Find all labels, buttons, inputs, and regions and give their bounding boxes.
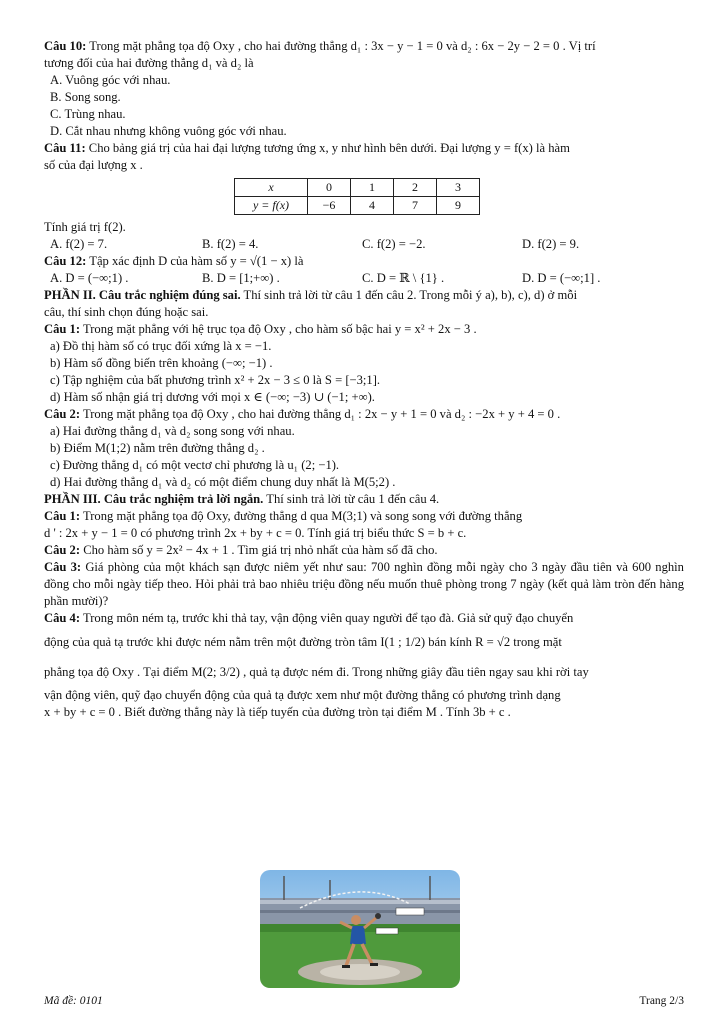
exam-code: Mã đề: 0101 xyxy=(44,995,103,1007)
p3-c4-line3: phẳng tọa độ Oxy . Tại điểm M(2; 3/2) , quả tạ được ném đi. Trong những giây đầu tiên ngay sau khi rời tay xyxy=(44,665,589,679)
p2-c2-item-d: d) Hai đường thẳng d₁ và d₂ có một điểm chung duy nhất là M(5;2) . xyxy=(50,475,396,489)
p3-c2-label: Câu 2: xyxy=(44,543,81,557)
q11-option-a: A. f(2) = 7. xyxy=(50,237,108,251)
page-number: Trang 2/3 xyxy=(639,995,684,1007)
p2-c1-label: Câu 1: xyxy=(44,322,81,336)
table-cell: 1 xyxy=(351,179,394,197)
q10-label: Câu 10: xyxy=(44,39,87,53)
exam-page xyxy=(44,38,684,721)
p3-c3-paragraph: Câu 3: Giá phòng của một khách sạn được niêm yết như sau: 700 nghìn đồng mỗi ngày cho 3 ngày đầu tiên và 600 nghìn đồng cho mỗi ngày tiếp theo. Hỏi phải trả bao nhiêu triệu đồng nếu muốn thuê phòng trong 7 ngày (kết quả làm tròn đến hàng phần mười)? xyxy=(44,560,684,608)
p2-c2-label: Câu 2: xyxy=(44,407,81,421)
p3-c4-line5: x + by + c = 0 . Biết đường thẳng này là tiếp tuyến của đường tròn tại điểm M . Tính 3b + c . xyxy=(44,705,511,719)
p2-c2-item-a: a) Hai đường thẳng d₁ và d₂ song song với nhau. xyxy=(50,424,295,438)
p2-c2-line: Câu 2: Trong mặt phẳng tọa độ Oxy , cho hai đường thẳng d₁ : 2x − y + 1 = 0 và d₂ : −2x + y + 4 = 0 . xyxy=(44,407,561,421)
q12-options xyxy=(44,270,684,287)
q11-option-d: D. f(2) = 9. xyxy=(522,237,580,251)
q11-line2: số của đại lượng x . xyxy=(44,158,143,172)
part2-heading: PHẦN II. Câu trắc nghiệm đúng sai. Thí sinh trả lời từ câu 1 đến câu 2. Trong mỗi ý a), b), c), d) ở mỗi xyxy=(44,288,578,302)
q12-line: Câu 12: Tập xác định D của hàm số y = √(1 − x) là xyxy=(44,254,304,268)
table-cell: y = f(x) xyxy=(235,197,308,215)
q11-options xyxy=(44,236,684,253)
table-cell: 7 xyxy=(394,197,437,215)
table-cell: x xyxy=(235,179,308,197)
table-row xyxy=(235,197,480,215)
value-table xyxy=(234,178,480,215)
q12-label: Câu 12: xyxy=(44,254,87,268)
p2-c1-item-b: b) Hàm số đồng biến trên khoảng (−∞; −1) . xyxy=(50,356,273,370)
p3-c4-line1: Câu 4: Trong môn ném tạ, trước khi thả tay, vận động viên quay người để tạo đà. Giả sử quỹ đạo chuyển xyxy=(44,611,574,625)
q10-option-c: C. Trùng nhau. xyxy=(50,107,126,121)
q12-option-c: C. D = ℝ \ {1} . xyxy=(362,271,445,285)
q11-line1: Câu 11: Cho bảng giá trị của hai đại lượng tương ứng x, y như hình bên dưới. Đại lượng y = f(x) là hàm xyxy=(44,141,570,155)
q11-option-b: B. f(2) = 4. xyxy=(202,237,259,251)
part3-heading: PHẦN III. Câu trắc nghiệm trả lời ngắn. Thí sinh trả lời từ câu 1 đến câu 4. xyxy=(44,492,440,506)
p3-c4-line2: động của quả tạ trước khi được ném nằm trên một đường tròn tâm I(1 ; 1/2) bán kính R = √2 trong mặt xyxy=(44,635,562,649)
q12-option-d: D. D = (−∞;1] . xyxy=(522,271,601,285)
p2-c1-line: Câu 1: Trong mặt phẳng với hệ trục tọa độ Oxy , cho hàm số bậc hai y = x² + 2x − 3 . xyxy=(44,322,477,336)
p3-c4-label: Câu 4: xyxy=(44,611,81,625)
q12-option-b: B. D = [1;+∞) . xyxy=(202,271,280,285)
p3-c1-line1: Câu 1: Trong mặt phẳng tọa độ Oxy, đường thẳng d qua M(3;1) và song song với đường thẳng xyxy=(44,509,523,523)
p3-c3-label: Câu 3: xyxy=(44,560,82,574)
q10-option-d: D. Cắt nhau nhưng không vuông góc với nhau. xyxy=(50,124,287,138)
q11-label: Câu 11: xyxy=(44,141,86,155)
q11-ask: Tính giá trị f(2). xyxy=(44,220,126,234)
q10-option-b: B. Song song. xyxy=(50,90,121,104)
shot-put-illustration xyxy=(260,870,460,988)
table-cell: 9 xyxy=(437,197,480,215)
p2-c1-item-d: d) Hàm số nhận giá trị dương với mọi x ∈ (−∞; −3) ∪ (−1; +∞). xyxy=(50,390,375,404)
q12-option-a: A. D = (−∞;1) . xyxy=(50,271,129,285)
p2-c2-item-c: c) Đường thẳng d₁ có một vectơ chỉ phương là u₁ (2; −1). xyxy=(50,458,340,472)
q10-line2: tương đối của hai đường thẳng d₁ và d₂ là xyxy=(44,56,254,70)
table-cell: 0 xyxy=(308,179,351,197)
part2-title: PHẦN II. Câu trắc nghiệm đúng sai. xyxy=(44,288,241,302)
part2-intro: câu, thí sinh chọn đúng hoặc sai. xyxy=(44,305,209,319)
p3-c4-line4: vận động viên, quỹ đạo chuyển động của quả tạ được xem như một đường thẳng có phương trình dạng xyxy=(44,688,561,702)
q10-option-a: A. Vuông góc với nhau. xyxy=(50,73,171,87)
p3-c1-line2: d ' : 2x + y − 1 = 0 có phương trình 2x + by + c = 0. Tính giá trị biểu thức S = b + c. xyxy=(44,526,467,540)
table-cell: −6 xyxy=(308,197,351,215)
p2-c1-item-c: c) Tập nghiệm của bất phương trình x² + 2x − 3 ≤ 0 là S = [−3;1]. xyxy=(50,373,381,387)
stadium-scene xyxy=(260,870,460,988)
table-row xyxy=(235,179,480,197)
page-footer xyxy=(44,995,684,1007)
table-cell: 3 xyxy=(437,179,480,197)
p3-c2-line: Câu 2: Cho hàm số y = 2x² − 4x + 1 . Tìm giá trị nhỏ nhất của hàm số đã cho. xyxy=(44,543,438,557)
part3-title: PHẦN III. Câu trắc nghiệm trả lời ngắn. xyxy=(44,492,264,506)
p2-c2-item-b: b) Điểm M(1;2) nằm trên đường thẳng d₂ . xyxy=(50,441,265,455)
q11-option-c: C. f(2) = −2. xyxy=(362,237,426,251)
q10-line1: Câu 10: Trong mặt phẳng tọa độ Oxy , cho hai đường thẳng d₁ : 3x − y − 1 = 0 và d₂ : 6x − 2y − 2 = 0 . Vị trí xyxy=(44,39,596,53)
table-cell: 2 xyxy=(394,179,437,197)
table-cell: 4 xyxy=(351,197,394,215)
p2-c1-item-a: a) Đồ thị hàm số có trục đối xứng là x = −1. xyxy=(50,339,272,353)
p3-c1-label: Câu 1: xyxy=(44,509,81,523)
